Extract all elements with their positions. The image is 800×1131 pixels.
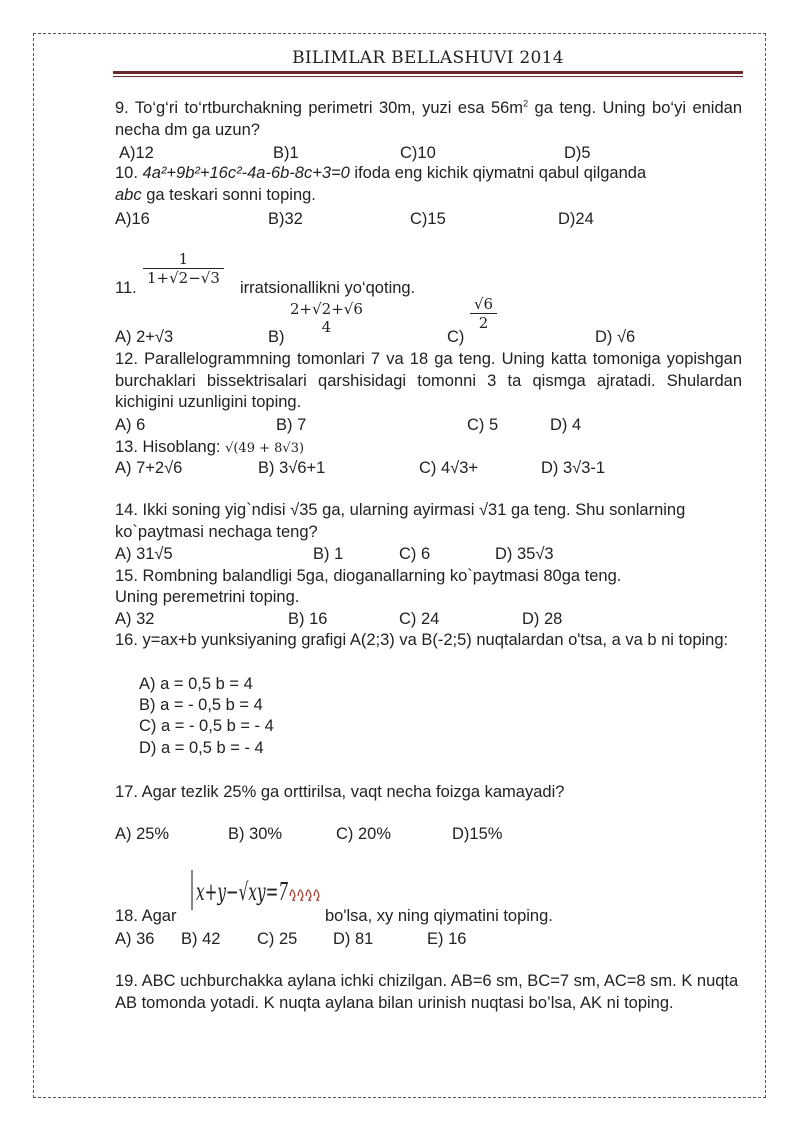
header-rule-thick	[113, 71, 743, 74]
question-16-text: 16. y=ax+b yunksiyaning grafigi A(2;3) va B(-2;5) nuqtalardan o'tsa, a va b ni toping:	[115, 631, 729, 649]
question-17-option-d: D)15%	[452, 825, 503, 843]
question-18-suffix: bo'lsa, xy ning qiymatini toping.	[325, 907, 553, 925]
question-10	[115, 163, 742, 206]
question-12-option-a: A) 6	[115, 416, 146, 434]
question-11-option-b-label: B)	[268, 328, 285, 346]
question-9-option-d: D)5	[564, 144, 591, 162]
page-title: BILIMLAR BELLASHUVI 2014	[292, 48, 564, 68]
question-17-option-b: B) 30%	[228, 825, 283, 843]
question-12-option-b: B) 7	[276, 416, 307, 434]
question-14-option-b: B) 1	[313, 545, 344, 563]
question-10-abc: abc	[115, 185, 142, 204]
question-9-option-b: B)1	[273, 144, 299, 162]
question-15-option-c: C) 24	[399, 610, 440, 628]
question-11-fraction	[143, 250, 224, 287]
question-14-text: 14. Ikki soning yig`ndisi √35 ga, ularning ayirmasi √31 ga teng. Shu sonlarning ko`paytmasi nechaga teng?	[115, 501, 686, 541]
question-10-num: 10.	[115, 164, 138, 182]
question-10-option-a: A)16	[115, 210, 150, 228]
question-16-option-a: A) a = 0,5 b = 4	[139, 675, 253, 693]
question-17-text: 17. Agar tezlik 25% ga orttirilsa, vaqt necha foizga kamayadi?	[115, 783, 565, 801]
question-19	[115, 971, 742, 1014]
question-13-option-a: A) 7+2√6	[115, 459, 183, 477]
question-12-option-c: C) 5	[467, 416, 499, 434]
question-16-option-d: D) a = 0,5 b = - 4	[139, 739, 264, 757]
header-rule-thin	[113, 76, 743, 77]
question-17-option-a: A) 25%	[115, 825, 170, 843]
question-10-text: ifoda eng kichik qiymatni qabul qilganda	[349, 164, 647, 182]
question-14-option-c: C) 6	[399, 545, 431, 563]
question-10-option-d: D)24	[558, 210, 594, 228]
question-15-option-a: A) 32	[115, 610, 155, 628]
question-11-option-c-numerator: √6	[474, 295, 494, 313]
question-13-option-b: B) 3√6+1	[258, 459, 326, 477]
question-15-option-b: B) 16	[288, 610, 328, 628]
question-9	[115, 98, 742, 141]
question-10-text-2: ga teskari sonni toping.	[141, 185, 316, 204]
question-16	[115, 630, 742, 652]
question-11-option-b-fraction	[286, 300, 367, 336]
question-16-option-c: C) a = - 0,5 b = - 4	[139, 717, 274, 735]
question-15-line-2: Uning peremetrini toping.	[115, 588, 300, 606]
question-17-option-c: C) 20%	[336, 825, 392, 843]
question-13-expression: √(49 + 8√3)	[225, 441, 305, 456]
question-11-option-d: D) √6	[595, 328, 636, 346]
question-11-fraction-numerator: 1	[178, 250, 189, 268]
question-19-text: 19. ABC uchburchakka aylana ichki chizilgan. AB=6 sm, BC=7 sm, AC=8 sm. K nuqta AB tomonda yotadi. K nuqta aylana bilan urinish nuqtasi bo’lsa, AK ni toping.	[115, 972, 739, 1012]
question-10-option-b: B)32	[268, 210, 303, 228]
question-14	[115, 500, 742, 543]
question-18-option-e: E) 16	[427, 930, 467, 948]
question-14-option-d: D) 35√3	[495, 545, 554, 563]
question-11-text: irratsionallikni yo‘qoting.	[240, 279, 416, 297]
question-13-option-d: D) 3√3-1	[541, 459, 606, 477]
question-9-option-a: A)12	[119, 144, 154, 162]
question-18-option-b: B) 42	[181, 930, 221, 948]
question-16-option-b: B) a = - 0,5 b = 4	[139, 696, 263, 714]
question-12-text: 12. Parallelogrammning tomonlari 7 va 18 ga teng. Uning katta tomoniga yopishgan burchaklari bissektrisalari qarshisidagi tomonni 3 ta qismga ajratadi. Shulardan kichigini uzunligini toping.	[115, 350, 742, 411]
question-9-text-b: ga teng. Uning bo‘yi enidan necha dm ga uzun?	[115, 99, 742, 139]
question-9-option-c: C)10	[400, 144, 436, 162]
question-18-option-c: C) 25	[257, 930, 298, 948]
question-11-num: 11.	[115, 279, 137, 297]
question-15-option-d: D) 28	[522, 610, 563, 628]
question-9-text-a: 9. To‘g‘ri to‘rtburchakning perimetri 30m, yuzi esa 56m	[115, 99, 524, 117]
question-9-superscript: 2	[523, 98, 529, 109]
question-18-prefix: 18. Agar	[115, 907, 177, 925]
question-12	[115, 349, 742, 414]
handwritten-scribble	[290, 890, 319, 901]
question-18-option-a: A) 36	[115, 930, 155, 948]
question-15-line-1: 15. Rombning balandligi 5ga, dioganallarning ko`paytmasi 80ga teng.	[115, 567, 622, 585]
question-11-option-b-denominator: 4	[321, 318, 332, 336]
question-10-expression: 4a²+9b²+16c²-4a-6b-8c+3=0	[142, 164, 350, 182]
question-11-fraction-denominator: 1+√2−√3	[147, 269, 220, 287]
question-18-expression: x+y−√xy=7	[196, 878, 289, 906]
question-18-handwritten-expression	[190, 868, 325, 914]
question-11-option-c-fraction	[470, 295, 497, 332]
question-18-option-d: D) 81	[333, 930, 374, 948]
question-14-option-a: A) 31√5	[115, 545, 173, 563]
question-13-option-c: C) 4√3+	[419, 459, 479, 477]
question-11-option-b-numerator: 2+√2+√6	[290, 300, 363, 318]
question-11-option-c-denominator: 2	[478, 314, 489, 332]
question-10-option-c: C)15	[410, 210, 446, 228]
question-13-label: 13. Hisoblang:	[115, 438, 226, 456]
question-11-option-a: A) 2+√3	[115, 328, 174, 346]
question-11-option-c-label: C)	[447, 328, 465, 346]
question-13-text	[115, 437, 304, 459]
question-12-option-d: D) 4	[550, 416, 582, 434]
